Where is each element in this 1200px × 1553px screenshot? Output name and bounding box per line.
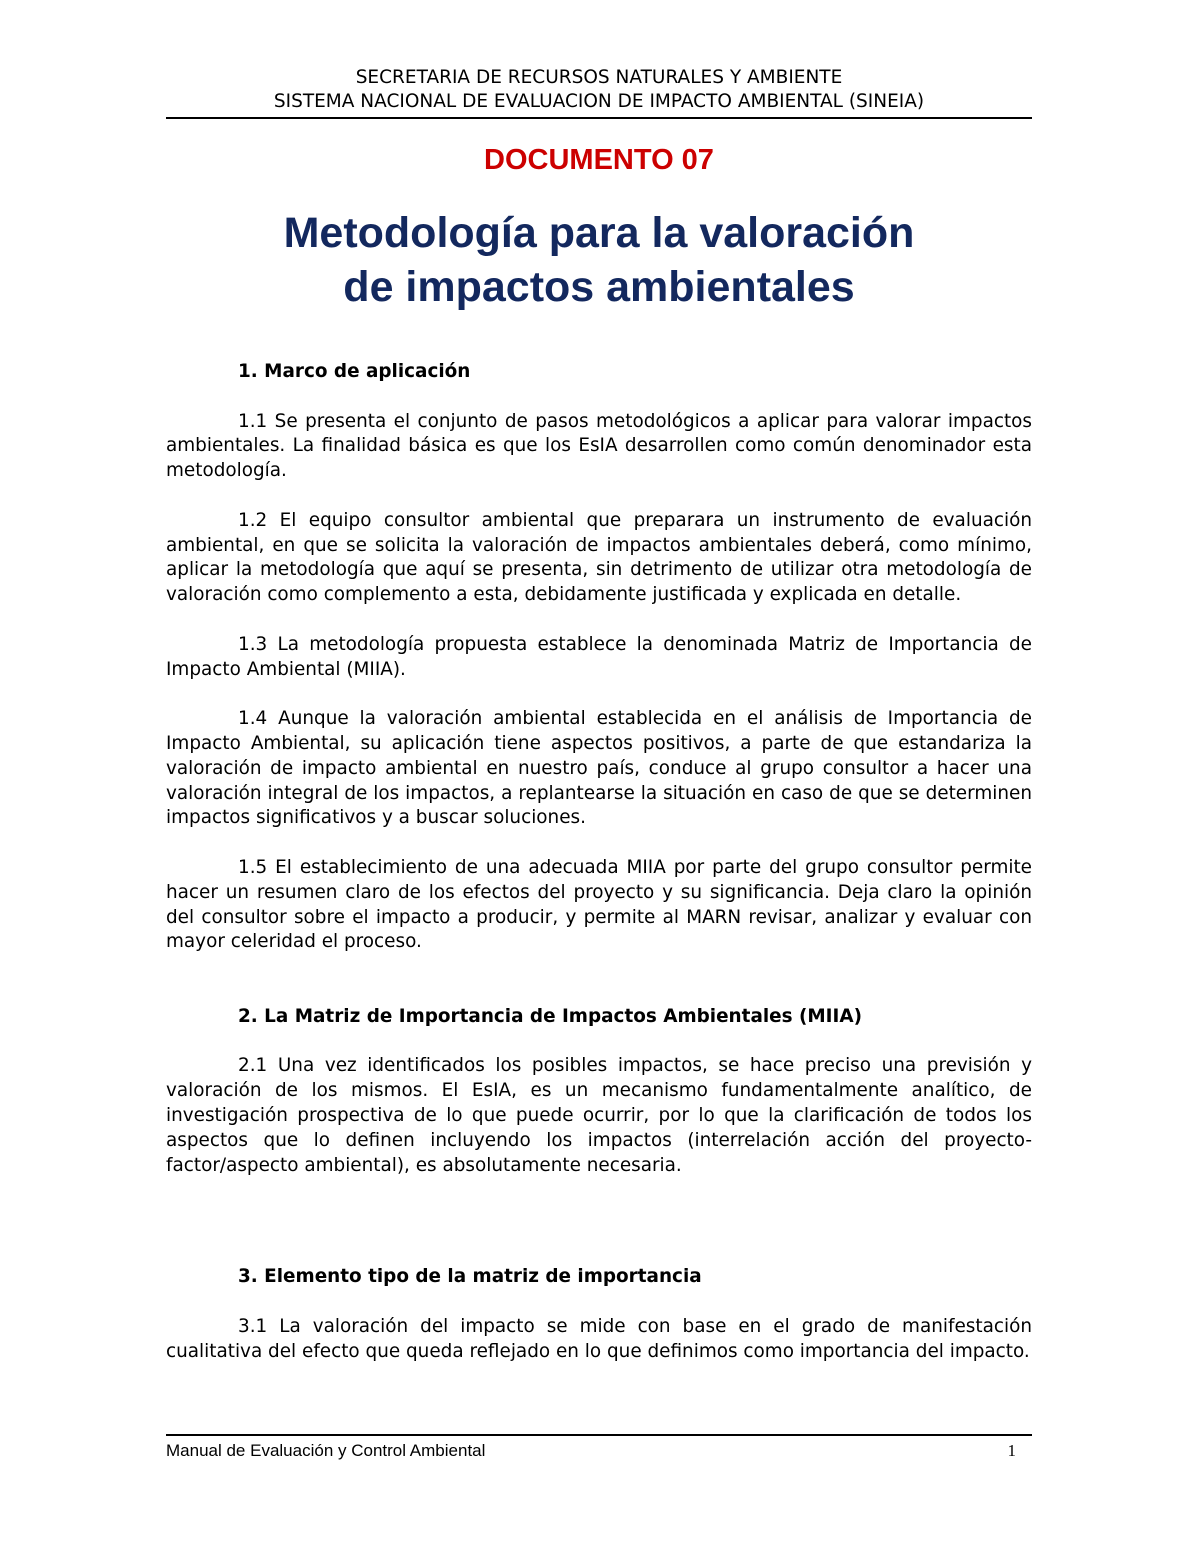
paragraph-2-1: 2.1 Una vez identificados los posibles impactos, se hace preciso una previsión y valoración de los mismos. El EsIA, es un mecanismo fundamentalmente analítico, de investigación prospectiva de lo que puede ocurrir, por lo que la clarificación de todos los aspectos que lo definen incluyendo los impactos (interrelación acción del proyecto-factor/aspecto ambiental), es absolutamente necesaria.: [166, 1055, 1032, 1176]
paragraph-1-3: 1.3 La metodología propuesta establece la denominada Matriz de Importancia de Impacto Ambiental (MIIA).: [166, 633, 1032, 680]
paragraph-3-1: 3.1 La valoración del impacto se mide con base en el grado de manifestación cualitativa del efecto que queda reflejado en lo que definimos como importancia del impacto.: [166, 1315, 1032, 1362]
document-body: [166, 360, 1032, 1364]
document-title: [166, 206, 1032, 314]
paragraph-1-5: 1.5 El establecimiento de una adecuada MIIA por parte del grupo consultor permite hacer un resumen claro de los efectos del proyecto y su significancia. Deja claro la opinión del consultor sobre el impacto a producir, y permite al MARN revisar, analizar y evaluar con mayor celeridad el proceso.: [166, 856, 1032, 953]
header-line-2: SISTEMA NACIONAL DE EVALUACION DE IMPACTO AMBIENTAL (SINEIA): [273, 91, 925, 112]
section-heading-2: 2. La Matriz de Importancia de Impactos Ambientales (MIIA): [238, 1005, 863, 1027]
paragraph-1-1: 1.1 Se presenta el conjunto de pasos metodológicos a aplicar para valorar impactos ambientales. La finalidad básica es que los EsIA desarrollen como común denominador esta metodología.: [166, 410, 1032, 482]
paragraph-1-4: 1.4 Aunque la valoración ambiental establecida en el análisis de Importancia de Impacto Ambiental, su aplicación tiene aspectos positivos, a parte de que estandariza la valoración de impacto ambiental en nuestro país, conduce al grupo consultor a hacer una valoración integral de los impactos, a replantearse la situación en caso de que se determinen impactos significativos y a buscar soluciones.: [166, 708, 1032, 829]
section-heading-1: 1. Marco de aplicación: [238, 361, 471, 382]
title-line-1: Metodología para la valoración: [283, 209, 915, 257]
page-number: 1: [1007, 1441, 1016, 1460]
footer-divider: [166, 1434, 1032, 1436]
section-heading-3: 3. Elemento tipo de la matriz de importancia: [238, 1266, 702, 1288]
header-line-1: SECRETARIA DE RECURSOS NATURALES Y AMBIENTE: [355, 67, 843, 88]
header-divider: [166, 117, 1032, 119]
footer-manual-title: Manual de Evaluación y Control Ambiental: [166, 1441, 486, 1460]
paragraph-1-2: 1.2 El equipo consultor ambiental que preparara un instrumento de evaluación ambiental, en que se solicita la valoración de impactos ambientales deberá, como mínimo, aplicar la metodología que aquí se presenta, sin detrimento de utilizar otra metodología de valoración como complemento a esta, debidamente justificada y explicada en detalle.: [166, 509, 1032, 606]
document-code: DOCUMENTO 07: [484, 144, 714, 176]
title-line-2: de impactos ambientales: [343, 263, 855, 311]
page-header: [166, 66, 1032, 114]
document-page: [166, 0, 1032, 1553]
